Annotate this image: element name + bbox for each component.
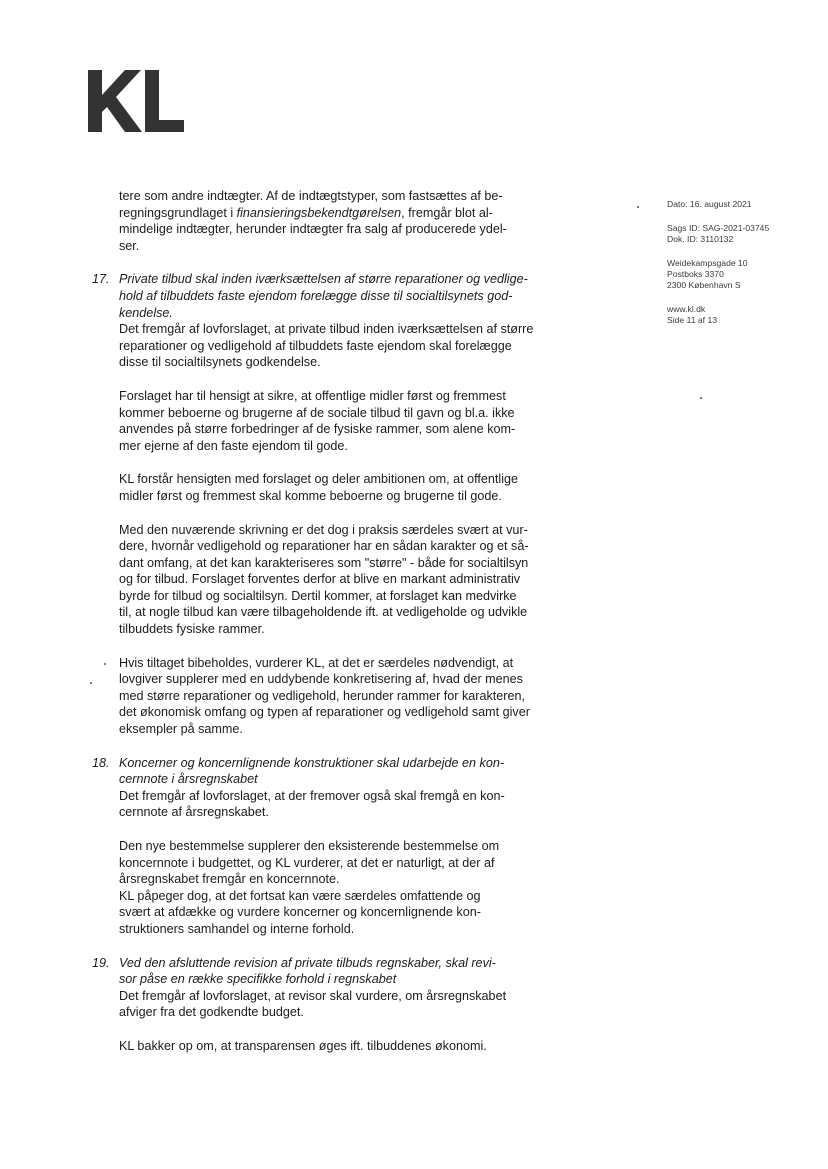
section-number: 19. bbox=[92, 955, 110, 970]
paragraph-line: svært at afdække og vurdere koncerner og koncernlignende kon- bbox=[119, 905, 481, 920]
paragraph-line: kommer beboerne og brugerne af de sociale tilbud til gavn og bl.a. ikke bbox=[119, 405, 515, 420]
paragraph-line: eksempler på samme. bbox=[119, 722, 243, 737]
paragraph-line: KL påpeger dog, at det fortsat kan være særdeles omfattende og bbox=[119, 888, 481, 903]
section-paragraph bbox=[119, 788, 555, 821]
meta-date: Dato: 16. august 2021 bbox=[667, 199, 752, 209]
paragraph-line: KL forstår hensigten med forslaget og deler ambitionen om, at offentlige bbox=[119, 472, 519, 487]
meta-doc-id: Dok. ID: 3110132 bbox=[667, 234, 734, 244]
scan-speck bbox=[637, 206, 639, 208]
intro-line: , fremgår blot al- bbox=[401, 205, 493, 220]
section-heading bbox=[119, 271, 555, 321]
section-paragraph bbox=[119, 321, 555, 371]
meta-street: Weidekampsgade 10 bbox=[667, 258, 748, 268]
paragraph-line: Det fremgår af lovforslaget, at private tilbud inden iværksættelsen af større bbox=[119, 322, 534, 337]
section-heading-line: sor påse en række specifikke forhold i regnskabet bbox=[119, 972, 397, 987]
intro-italic-term: finansieringsbekendtgørelsen bbox=[236, 205, 402, 220]
paragraph-line: dere, hvornår vedligehold og reparationer har en sådan karakter og et så- bbox=[119, 539, 529, 554]
paragraph-line: midler først og fremmest skal komme beboerne og brugerne til gode. bbox=[119, 488, 502, 503]
paragraph-line: og for tilbud. Forslaget forventes derfor at blive en markant administrativ bbox=[119, 572, 521, 587]
paragraph-line: tilbuddets fysiske rammer. bbox=[119, 622, 265, 637]
meta-case-id: Sags ID: SAG-2021-03745 bbox=[667, 223, 770, 233]
paragraph-line: koncernnote i budgettet, og KL vurderer, at det er naturligt, at der af bbox=[119, 855, 495, 870]
paragraph-line: mer ejerne af den faste ejendom til gode. bbox=[119, 438, 348, 453]
document-body bbox=[92, 188, 555, 1055]
paragraph-line: lovgiver supplerer med en uddybende konkretisering af, hvad der menes bbox=[119, 672, 523, 687]
section-paragraph bbox=[119, 988, 555, 1021]
paragraph-line: Det fremgår af lovforslaget, at der fremover også skal fremgå en kon- bbox=[119, 788, 505, 803]
section-heading-line: hold af tilbuddets faste ejendom forelægge disse til socialtilsynets god- bbox=[119, 288, 513, 303]
intro-line: tere som andre indtægter. Af de indtægtstyper, som fastsættes af be- bbox=[119, 189, 503, 203]
meta-city: 2300 København S bbox=[667, 280, 741, 290]
numbered-section bbox=[92, 755, 555, 938]
paragraph-line: Den nye bestemmelse supplerer den eksisterende bestemmelse om bbox=[119, 839, 500, 853]
section-paragraph bbox=[119, 522, 555, 638]
scan-speck bbox=[104, 663, 106, 665]
paragraph-line: til, at nogle tilbud kan være tilbageholdende ift. at vedligeholde og udvikle bbox=[119, 605, 528, 620]
section-paragraph bbox=[119, 1038, 555, 1055]
paragraph-line: cernnote af årsregnskabet. bbox=[119, 805, 269, 820]
paragraph-line: dant omfang, at det kan karakteriseres som "større" - både for socialtilsyn bbox=[119, 555, 529, 570]
scan-speck bbox=[90, 682, 92, 684]
meta-web: www.kl.dk bbox=[667, 304, 706, 314]
section-paragraph bbox=[119, 388, 555, 454]
paragraph-line: disse til socialtilsynets godkendelse. bbox=[119, 355, 321, 370]
paragraph-line: Med den nuværende skrivning er det dog i praksis særdeles svært at vur- bbox=[119, 522, 528, 537]
numbered-section bbox=[92, 955, 555, 1055]
intro-paragraph bbox=[119, 188, 555, 254]
section-paragraph bbox=[119, 471, 555, 504]
paragraph-line: Det fremgår af lovforslaget, at revisor skal vurdere, om årsregnskabet bbox=[119, 988, 507, 1003]
section-heading-line: Koncerner og koncernlignende konstruktioner skal udarbejde en kon- bbox=[119, 755, 505, 770]
paragraph-line: med større reparationer og vedligehold, herunder rammer for karakteren, bbox=[119, 688, 525, 703]
paragraph-line: Forslaget har til hensigt at sikre, at offentlige midler først og fremmest bbox=[119, 388, 506, 403]
section-heading-line: Private tilbud skal inden iværksættelsen af større reparationer og vedlige- bbox=[119, 272, 528, 287]
meta-page: Side 11 af 13 bbox=[667, 315, 718, 325]
section-paragraph bbox=[119, 838, 555, 938]
scan-speck bbox=[700, 397, 702, 399]
paragraph-line: afviger fra det godkendte budget. bbox=[119, 1005, 304, 1020]
section-heading-line: cernnote i årsregnskabet bbox=[119, 772, 258, 787]
section-number: 18. bbox=[92, 755, 110, 770]
document-meta bbox=[667, 199, 769, 326]
paragraph-line: struktioners samhandel og interne forhold. bbox=[119, 921, 355, 936]
intro-line: ser. bbox=[119, 238, 140, 253]
paragraph-line: anvendes på større forbedringer af de fysiske rammer, som alene kom- bbox=[119, 422, 516, 437]
section-heading-line: Ved den afsluttende revision af private tilbuds regnskaber, skal revi- bbox=[119, 955, 496, 970]
paragraph-line: byrde for tilbud og socialtilsyn. Dertil kommer, at forslaget kan medvirke bbox=[119, 588, 517, 603]
paragraph-line: KL bakker op om, at transparensen øges ift. tilbuddenes økonomi. bbox=[119, 1038, 487, 1053]
section-heading-line: kendelse. bbox=[119, 305, 173, 320]
section-number: 17. bbox=[92, 272, 110, 287]
section-paragraph bbox=[119, 655, 555, 738]
paragraph-line: Hvis tiltaget bibeholdes, vurderer KL, at det er særdeles nødvendigt, at bbox=[119, 655, 514, 670]
kl-logo bbox=[88, 70, 184, 132]
paragraph-line: det økonomisk omfang og typen af reparationer og vedligehold samt giver bbox=[119, 705, 530, 720]
sections-container bbox=[92, 271, 555, 1054]
section-heading bbox=[119, 955, 555, 988]
paragraph-line: årsregnskabet fremgår en koncernnote. bbox=[119, 872, 340, 887]
numbered-section bbox=[92, 271, 555, 737]
intro-line: regningsgrundlaget i bbox=[119, 205, 237, 220]
paragraph-line: reparationer og vedligehold af tilbuddets faste ejendom skal forelægge bbox=[119, 338, 512, 353]
section-heading bbox=[119, 755, 555, 788]
meta-pobox: Postboks 3370 bbox=[667, 269, 724, 279]
intro-line: mindelige indtægter, herunder indtægter fra salg af producerede ydel- bbox=[119, 222, 507, 237]
